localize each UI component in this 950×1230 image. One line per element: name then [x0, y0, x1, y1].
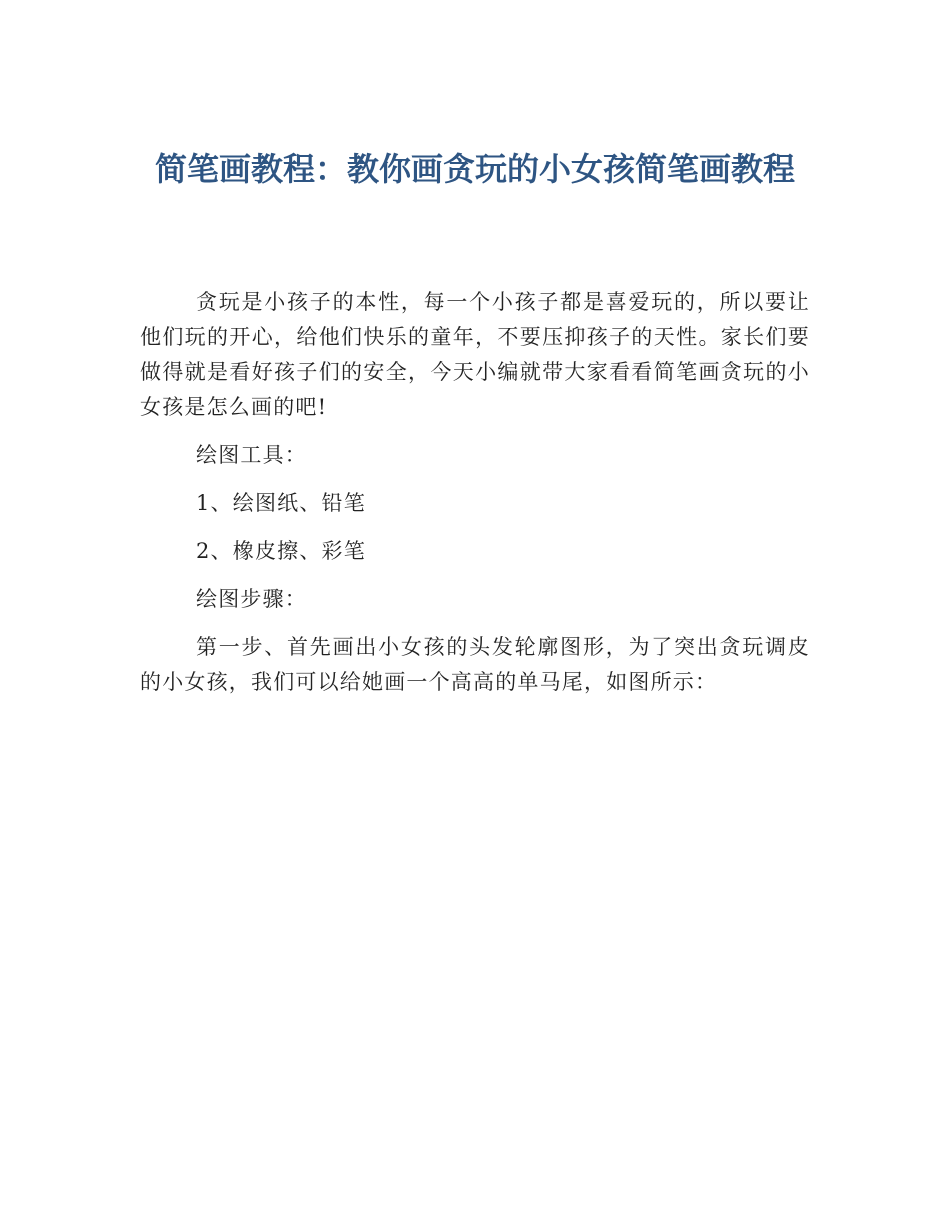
tools-item-1: 1、绘图纸、铅笔 [196, 491, 366, 515]
document-title: 简笔画教程：教你画贪玩的小女孩简笔画教程 [154, 150, 795, 188]
tools-item-2: 2、橡皮擦、彩笔 [196, 539, 366, 563]
intro-paragraph: 贪玩是小孩子的本性，每一个小孩子都是喜爱玩的，所以要让他们玩的开心，给他们快乐的童年，不要压抑孩子的天性。家长们要做得就是看好孩子们的安全，今天小编就带大家看看简笔画贪玩的小女孩是怎么画的吧! [140, 290, 810, 419]
steps-heading: 绘图步骤： [196, 587, 307, 611]
document-body [140, 285, 810, 713]
step-1-paragraph: 第一步、首先画出小女孩的头发轮廓图形，为了突出贪玩调皮的小女孩，我们可以给她画一个高高的单马尾，如图所示： [140, 635, 810, 694]
tools-heading: 绘图工具： [196, 443, 307, 467]
